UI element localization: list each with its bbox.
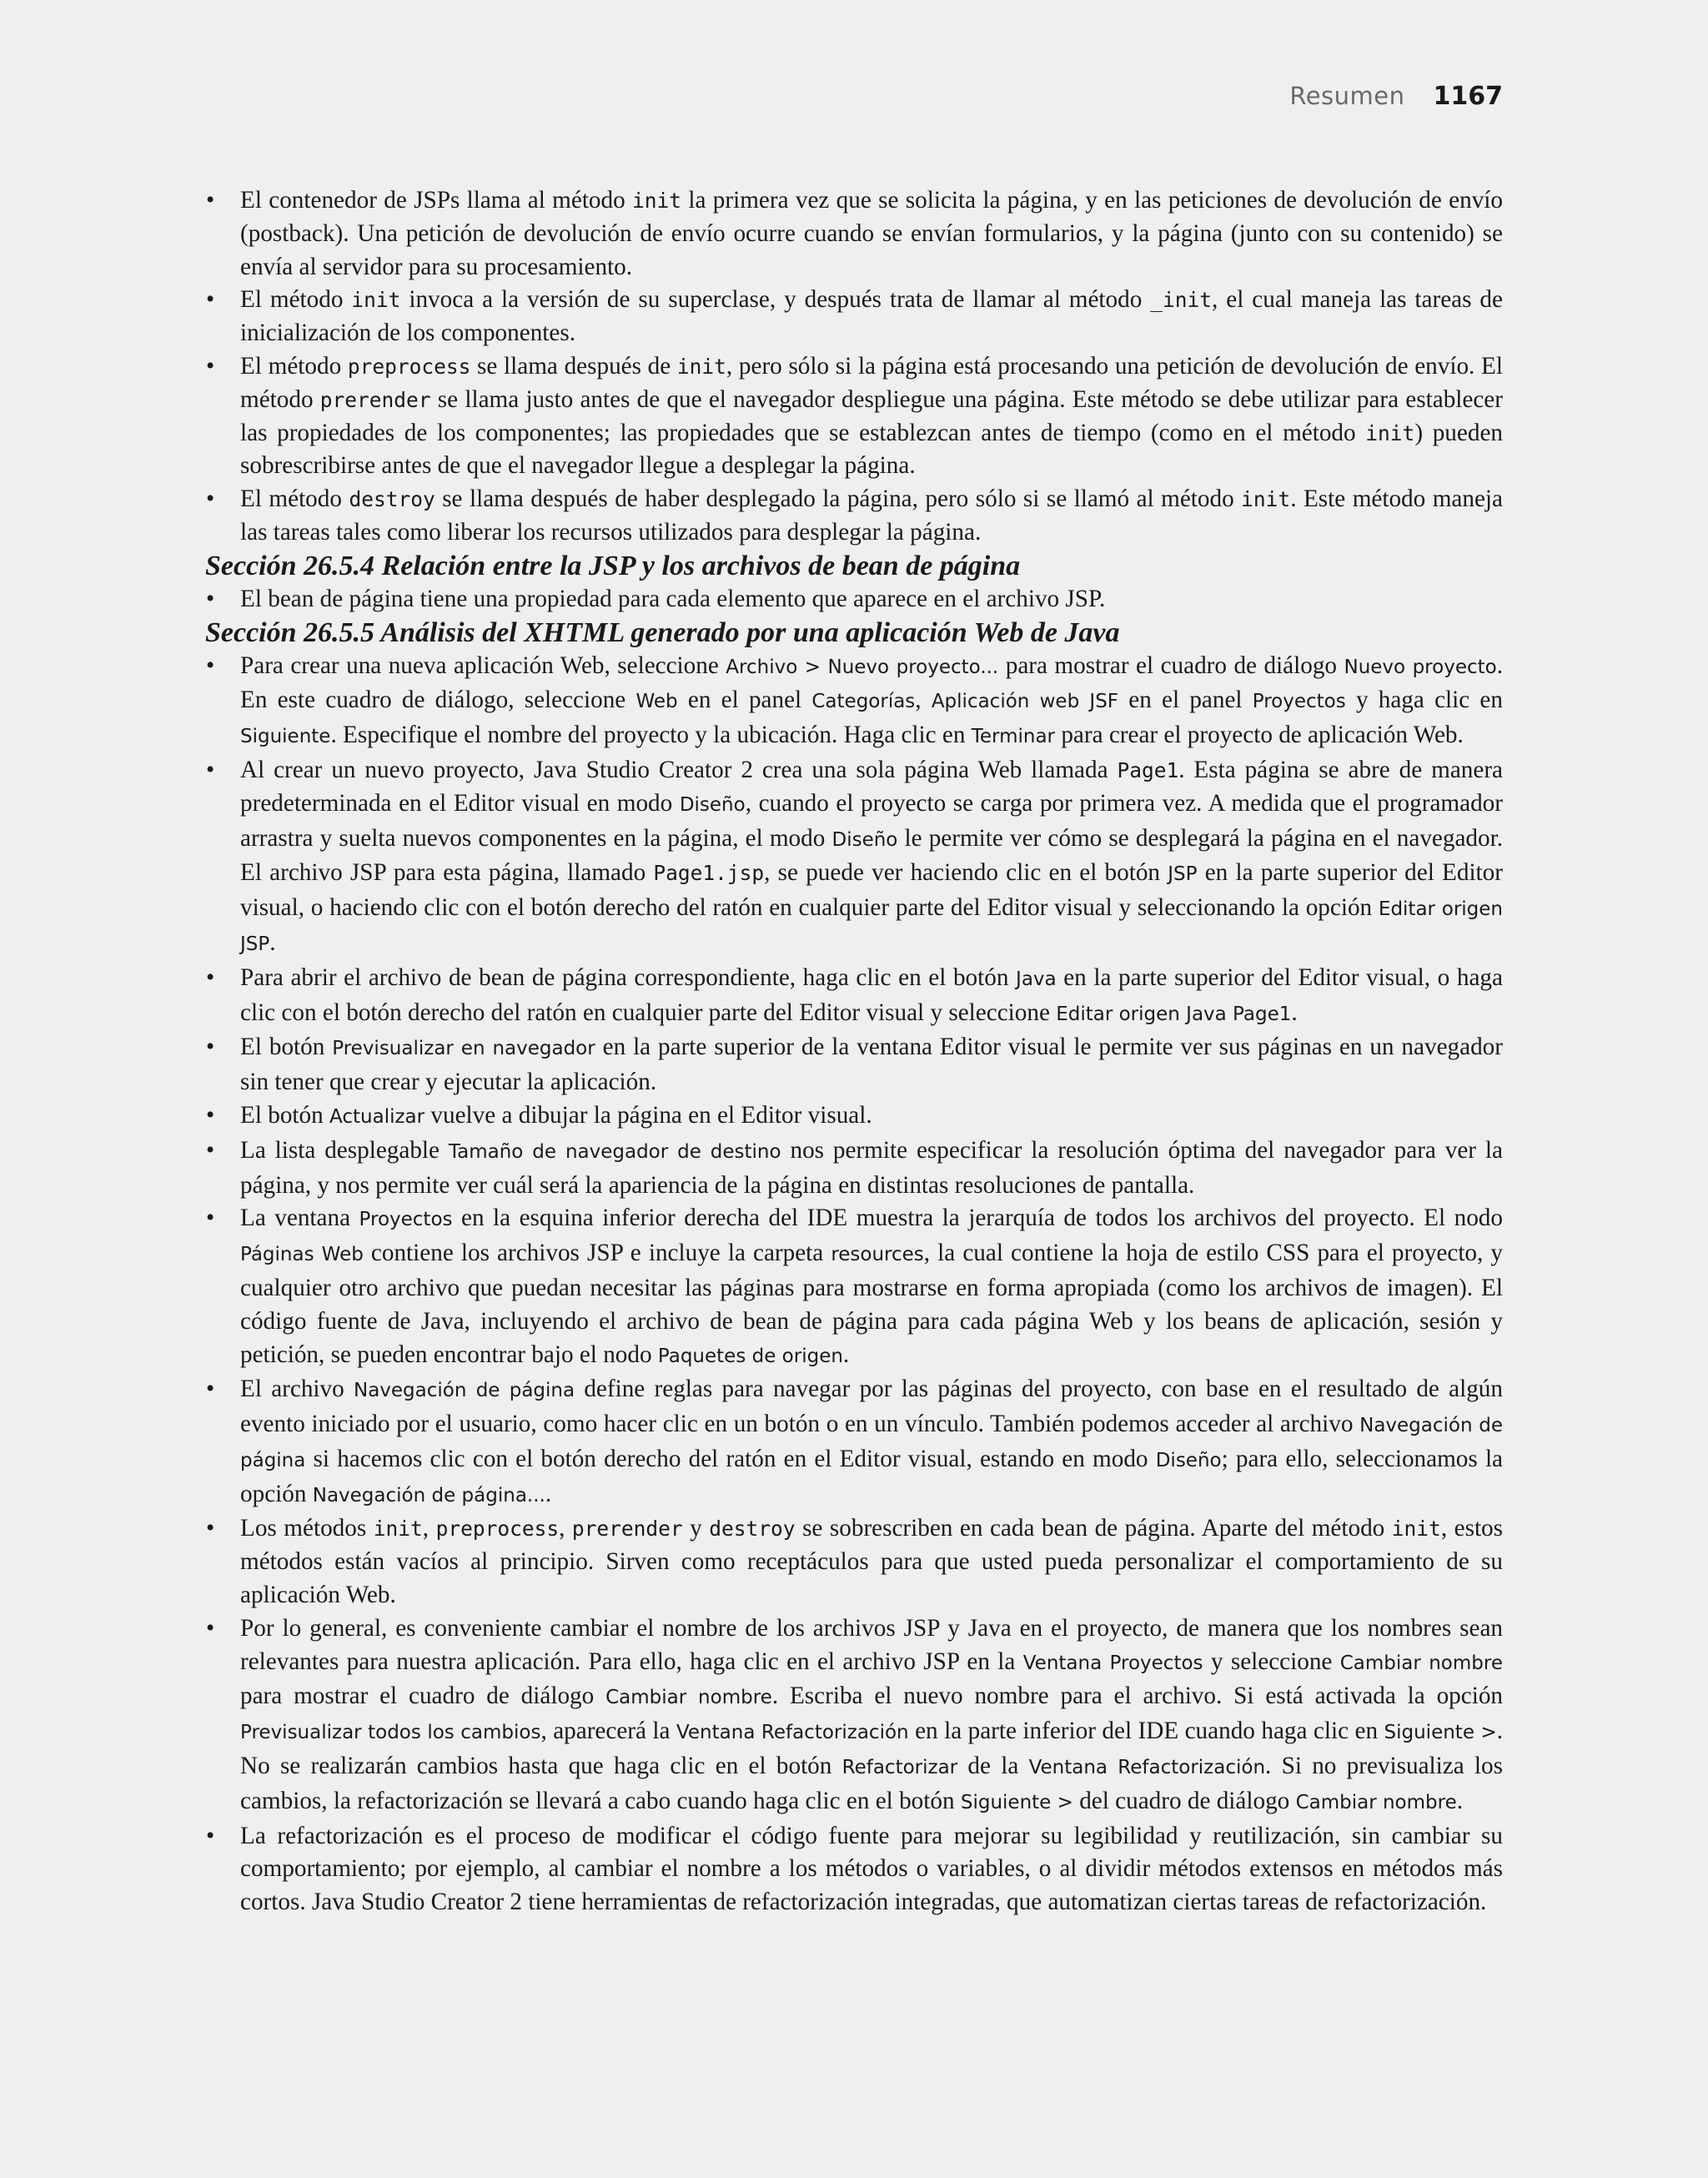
code-term: init [373, 1517, 423, 1542]
code-term: init [1241, 487, 1291, 512]
bullet-text: . No se realizarán cambios hasta que haga clic en el botón [240, 1718, 1504, 1780]
bullet-text: , [559, 1515, 572, 1542]
bullet-text: de la [957, 1753, 1029, 1780]
bullet-text: El método [240, 485, 349, 513]
bullet-dot: • [206, 651, 215, 679]
bullet-text: define reglas para navegar por las páginas del proyecto, con base en el resultado de algún evento iniciado por el usuario, como hacer clic en un botón o en un vínculo. También podemos acceder al archivo [240, 1376, 1503, 1438]
ui-term: Siguiente [240, 726, 331, 748]
bullet-text: si hacemos clic con el botón derecho del ratón en el Editor visual, estando en modo [305, 1445, 1156, 1472]
bullet-text: . [842, 1341, 850, 1368]
bullet-text: , pero sólo si la página está procesando una petición de devolución de envío. El método [240, 352, 1503, 413]
bullet-text: , estos métodos están vacíos al principio. Sirven como receptáculos para que usted pueda personalizar el comportamiento de su aplicación Web. [240, 1515, 1503, 1609]
ui-term: Navegación de página [240, 1415, 1503, 1471]
bullet-text: , aparecerá la [540, 1718, 676, 1745]
code-term: destroy [709, 1517, 796, 1542]
bullet-text: . Especifique el nombre del proyecto y la ubicación. Haga clic en [330, 722, 972, 749]
ui-term: Ventana Refactorización [1028, 1757, 1266, 1779]
bullet-item [205, 1031, 1503, 1099]
bullet-text: La ventana [240, 1205, 359, 1232]
bullet-dot: • [206, 1136, 215, 1164]
bullet-text: nos permite especificar la resolución óptima del navegador para ver la página, y nos permite ver cuál será la apariencia de la página en distintas resoluciones de pantalla. [240, 1136, 1503, 1199]
bullet-text: para crear el proyecto de aplicación Web. [1055, 722, 1464, 749]
bullet-item [205, 1373, 1503, 1512]
ui-term: Ventana Proyectos [1022, 1652, 1203, 1674]
bullet-text: El método [240, 286, 352, 314]
bullet-text: , la cual contiene la hoja de estilo CSS para el proyecto, y cualquier otro archivo que puedan necesitar las páginas para mostrarse en forma apropiada (como los archivos de imagen). El código fuente de Java, incluyendo el archivo de bean de página para cada página Web y los beans de aplicación, sesión y petición, se pueden encontrar bajo el nodo [240, 1240, 1503, 1368]
bullet-text: la primera vez que se solicita la página, y en las peticiones de devolución de envío (postback). Una petición de devolución de envío ocurre cuando se envían formularios, y la página (junto con su contenido) se envía al servidor para su procesamiento. [240, 187, 1503, 280]
bullet-text: del cuadro de diálogo [1073, 1787, 1296, 1814]
bullet-text: . En este cuadro de diálogo, seleccione [240, 651, 1503, 714]
bullet-text: , [422, 1515, 436, 1542]
ui-term: Navegación de página [353, 1380, 575, 1402]
bullet-text: en el panel [677, 687, 812, 714]
bullet-dot: • [206, 1515, 215, 1542]
bullet-text: en la parte superior del Editor visual, o haga clic con el botón derecho del ratón en cualquier parte del Editor visual y seleccione [240, 963, 1503, 1026]
ui-term: Previsualizar en navegador [332, 1038, 595, 1060]
bullet-text: para mostrar el cuadro de diálogo [998, 651, 1344, 679]
bullet-dot: • [206, 1614, 215, 1642]
code-term: prerender [571, 1517, 683, 1542]
bullet-dot: • [206, 585, 215, 612]
running-head-title: Resumen [1289, 82, 1405, 110]
bullet-text: invoca a la versión de su superclase, y después trata de llamar al método [400, 286, 1151, 314]
bullet-dot: • [206, 756, 215, 783]
bullet-text: . Esta página se abre de manera predeterminada en el Editor visual en modo [240, 756, 1503, 817]
bullet-dot: • [206, 1034, 215, 1061]
ui-term: Paquetes de origen [657, 1345, 843, 1367]
ui-term: Proyectos [359, 1209, 453, 1231]
bullet-text: , [915, 687, 932, 714]
section-heading-26-5-5: Sección 26.5.5 Análisis del XHTML generado por una aplicación Web de Java [205, 616, 1120, 648]
bullet-item [205, 184, 1503, 284]
bullet-text: La lista desplegable [240, 1136, 449, 1164]
bullet-text: El botón [240, 1101, 330, 1129]
bullet-dot: • [206, 963, 215, 991]
ui-term: Nuevo proyecto [1344, 656, 1497, 678]
bullet-text: y seleccione [1203, 1647, 1340, 1675]
bullet-dot: • [206, 1822, 215, 1849]
bullet-text: contiene los archivos JSP e incluye la carpeta [363, 1240, 831, 1267]
bullet-text: . Escriba el nuevo nombre para el archivo. Si está activada la opción [771, 1683, 1504, 1710]
page-number: 1167 [1433, 82, 1503, 111]
bullet-dot: • [206, 286, 215, 314]
bullet-item [205, 284, 1503, 350]
bullet-item [205, 350, 1503, 483]
bullet-text: le permite ver cómo se desplegará la página en el navegador. El archivo JSP para esta página, llamado [240, 824, 1504, 887]
bullet-text: El método [240, 352, 348, 380]
bullet-text: . [1291, 998, 1298, 1026]
bullet-dot: • [206, 187, 215, 214]
ui-term: JSP [1168, 863, 1198, 886]
bullet-item [205, 962, 1503, 1032]
ui-term: Archivo > Nuevo proyecto... [726, 656, 999, 678]
bullet-text: El bean de página tiene una propiedad para cada elemento que aparece en el archivo JSP. [240, 585, 1106, 612]
ui-term: Siguiente > [1384, 1722, 1497, 1744]
bullet-text: . [269, 928, 276, 956]
bullet-item [205, 1612, 1503, 1820]
bullet-text: . Si no previsualiza los cambios, la refactorización se llevará a cabo cuando haga clic en el botón [240, 1753, 1503, 1814]
bullet-item [205, 1202, 1503, 1373]
bullet-dot: • [206, 1101, 215, 1129]
code-term: init [1391, 1517, 1441, 1542]
bullet-text: y [682, 1515, 710, 1542]
bullet-text: El contenedor de JSPs llama al método [240, 187, 633, 214]
bullet-text: El botón [240, 1034, 333, 1061]
bullet-dot: • [206, 352, 215, 380]
bullet-dot: • [206, 485, 215, 513]
bullet-text: . [1456, 1787, 1464, 1814]
bullet-text: ) pueden sobrescribirse antes de que el navegador llegue a desplegar la página. [240, 419, 1503, 480]
bullet-dot: • [206, 1376, 215, 1403]
bullet-item [205, 754, 1503, 962]
bullet-text: se sobrescriben en cada bean de página. Aparte del método [795, 1515, 1392, 1542]
code-term: init [632, 189, 682, 213]
ui-term: Previsualizar todos los cambios [240, 1722, 541, 1744]
bullet-text: se llama justo antes de que el navegador despliegue una página. Este método se debe utilizar para establecer las propiedades de los componentes; las propiedades que se establezcan antes de tiempo (como en el método [240, 385, 1503, 446]
ui-term: Java [1016, 968, 1057, 990]
code-term: _init [1150, 288, 1213, 313]
bullet-text: , se puede ver haciendo clic en el botón [764, 859, 1168, 887]
ui-term: Navegación de página... [312, 1484, 545, 1506]
ui-term: Proyectos [1252, 691, 1346, 713]
ui-term: resources [831, 1244, 924, 1266]
bullet-dot: • [206, 1205, 215, 1232]
bullet-item [205, 650, 1503, 754]
bullet-text: La refactorización es el proceso de modificar el código fuente para mejorar su legibilidad y reutilización, sin cambiar su comportamiento; por ejemplo, al cambiar el nombre a los métodos o variables, o al dividir métodos extensos en métodos más cortos. Java Studio Creator 2 tiene herramientas de refactorización integradas, que automatizan ciertas tareas de refactorización. [240, 1822, 1503, 1916]
page-body [205, 184, 1503, 1919]
ui-term: Cambiar nombre [605, 1687, 772, 1709]
ui-term: Tamaño de navegador de destino [448, 1140, 781, 1163]
ui-term: Ventana Refactorización [676, 1722, 909, 1744]
bullet-list-methods [205, 184, 1503, 550]
bullet-item [205, 583, 1503, 616]
ui-term: Categorías [811, 691, 916, 713]
section-heading-26-5-4: Sección 26.5.4 Relación entre la JSP y los archivos de bean de página [205, 550, 1021, 581]
ui-term: Páginas Web [240, 1244, 364, 1266]
ui-term: Editar origen Java Page1 [1056, 1003, 1292, 1025]
code-term: init [676, 354, 726, 379]
bullet-text: en la parte superior del Editor visual, o haciendo clic con el botón derecho del ratón en cualquier parte del Editor visual y seleccionando la opción [240, 859, 1503, 922]
bullet-text: en el panel [1118, 687, 1253, 714]
bullet-text: , el cual maneja las tareas de inicialización de los componentes. [240, 286, 1503, 347]
bullet-text: y haga clic en [1345, 687, 1503, 714]
bullet-item [205, 1134, 1503, 1203]
code-term: destroy [349, 487, 435, 512]
ui-term: Diseño [679, 793, 746, 816]
ui-term: Web [635, 691, 678, 713]
bullet-text: Los métodos [240, 1515, 374, 1542]
code-term: init [1365, 420, 1415, 445]
bullet-item [205, 483, 1503, 550]
code-term: Page1.jsp [653, 861, 765, 886]
ui-term: Editar origen JSP [240, 898, 1504, 955]
ui-term: Diseño [831, 828, 898, 851]
bullet-text: se llama después de haber desplegado la página, pero sólo si se llamó al método [435, 485, 1242, 513]
ui-term: Cambiar nombre [1295, 1791, 1457, 1813]
bullet-text: Por lo general, es conveniente cambiar el nombre de los archivos JSP y Java en el proyecto, de manera que los nombres sean relevantes para nuestra aplicación. Para ello, haga clic en el archivo JSP en la [240, 1614, 1503, 1675]
bullet-text: vuelve a dibujar la página en el Editor visual. [424, 1101, 872, 1129]
code-term: prerender [319, 387, 431, 412]
bullet-text: Para abrir el archivo de bean de página correspondiente, haga clic en el botón [240, 963, 1017, 991]
bullet-text: , cuando el proyecto se carga por primera vez. A medida que el programador arrastra y suelta nuevos componentes en la página, el modo [240, 789, 1503, 852]
bullet-text: El archivo [240, 1376, 354, 1403]
ui-term: Aplicación web JSF [931, 691, 1119, 713]
bullet-item [205, 1099, 1503, 1134]
bullet-text: ; para ello, seleccionamos la opción [240, 1445, 1504, 1507]
bullet-item [205, 1820, 1503, 1919]
bullet-item [205, 1512, 1503, 1612]
bullet-text: se llama después de [470, 352, 677, 380]
code-term: preprocess [435, 1517, 560, 1542]
ui-term: Actualizar [329, 1105, 425, 1128]
code-term: preprocess [347, 354, 471, 379]
bullet-text: en la esquina inferior derecha del IDE muestra la jerarquía de todos los archivos del proyecto. El nodo [452, 1205, 1503, 1232]
bullet-text: en la parte inferior del IDE cuando haga clic en [908, 1718, 1384, 1745]
bullet-text: . [545, 1480, 552, 1507]
bullet-list-xhtml-analysis [205, 650, 1503, 1919]
bullet-text: para mostrar el cuadro de diálogo [240, 1683, 606, 1710]
running-head [1289, 82, 1503, 111]
ui-term: Terminar [971, 726, 1056, 748]
ui-term: Siguiente > [960, 1791, 1073, 1813]
ui-term: Diseño [1155, 1449, 1222, 1471]
bullet-text: en la parte superior de la ventana Editor visual le permite ver sus páginas en un navegador sin tener que crear y ejecutar la aplicación. [240, 1034, 1503, 1096]
ui-term: Cambiar nombre [1339, 1652, 1503, 1674]
bullet-list-bean-relation [205, 583, 1503, 616]
ui-term: Refactorizar [841, 1757, 958, 1779]
code-term: init [351, 288, 401, 313]
code-term: Page1 [1117, 757, 1179, 782]
bullet-text: . Este método maneja las tareas tales como liberar los recursos utilizados para desplegar la página. [240, 485, 1503, 546]
bullet-text: Para crear una nueva aplicación Web, seleccione [240, 651, 726, 679]
bullet-text: Al crear un nuevo proyecto, Java Studio Creator 2 crea una sola página Web llamada [240, 756, 1118, 783]
